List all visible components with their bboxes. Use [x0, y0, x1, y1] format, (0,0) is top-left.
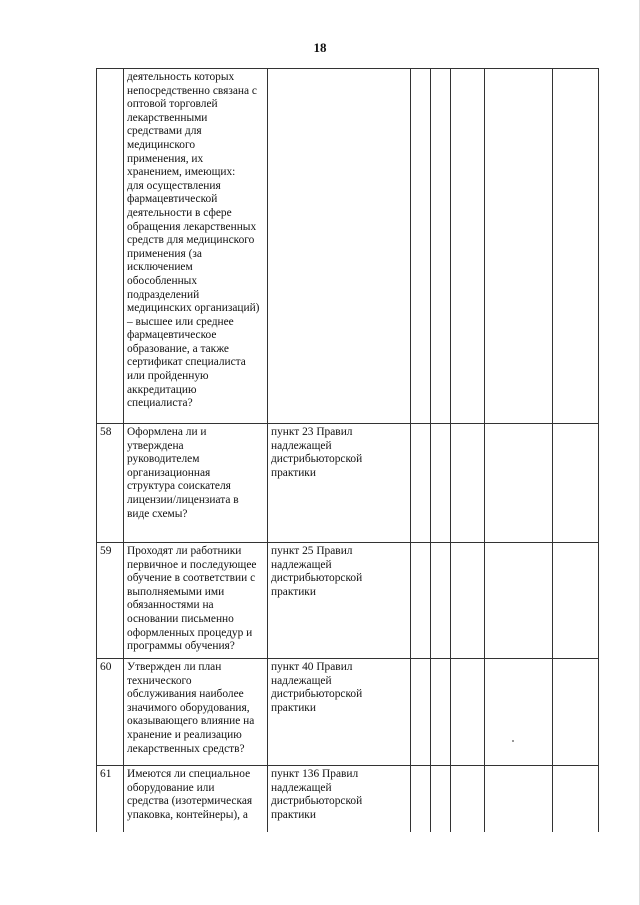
answer-na-cell	[451, 659, 485, 766]
answer-no-cell	[431, 69, 451, 424]
notes-cell	[485, 766, 553, 833]
reference-cell	[268, 659, 411, 766]
question-cell	[124, 543, 268, 659]
reference-text: пункт 23 Правил надлежащей дистрибьюторской практики	[271, 426, 363, 479]
row-number: 61	[97, 766, 124, 833]
notes-cell	[485, 659, 553, 766]
question-cell	[124, 424, 268, 543]
row-number: 58	[97, 424, 124, 543]
table-row	[97, 659, 599, 766]
table-row	[97, 766, 599, 833]
answer-yes-cell	[411, 659, 431, 766]
answer-na-cell	[451, 766, 485, 833]
question-text: деятельность которых непосредственно связана с оптовой торговлей лекарственными средствами для медицинского применения, их хранением, имеющих: для осуществления фармацевтической деятельности в сфере обращения лекарственных средств для медицинского применения (за исключением обособленных подразделений медицинских организаций) – высшее или среднее фармацевтическое образование, а также сертификат специалиста или пройденную аккредитацию специалиста?	[127, 71, 260, 410]
question-text: Проходят ли работники первичное и последующее обучение в соответствии с выполняемыми ими обязанностями на основании письменно оформленных процедур и программы обучения?	[127, 545, 257, 653]
answer-no-cell	[431, 424, 451, 543]
notes-cell	[485, 69, 553, 424]
extra-cell	[553, 543, 599, 659]
notes-cell	[485, 424, 553, 543]
reference-cell	[268, 766, 411, 833]
answer-yes-cell	[411, 766, 431, 833]
question-text: Утвержден ли план технического обслуживания наиболее значимого оборудования, оказывающего влияние на хранение и реализацию лекарственных средств?	[127, 661, 255, 755]
answer-yes-cell	[411, 543, 431, 659]
reference-text: пункт 136 Правил надлежащей дистрибьюторской практики	[271, 768, 363, 821]
answer-na-cell	[451, 543, 485, 659]
reference-cell	[268, 69, 411, 424]
question-text: Оформлена ли и утверждена руководителем организационная структура соискателя лицензии/лицензиата в виде схемы?	[127, 426, 239, 520]
row-number: 60	[97, 659, 124, 766]
extra-cell	[553, 69, 599, 424]
extra-cell	[553, 659, 599, 766]
table-row	[97, 424, 599, 543]
reference-text: пункт 25 Правил надлежащей дистрибьюторской практики	[271, 545, 363, 598]
question-text: Имеются ли специальное оборудование или средства (изотермическая упаковка, контейнеры), а	[127, 768, 253, 821]
answer-no-cell	[431, 766, 451, 833]
question-cell	[124, 659, 268, 766]
question-cell	[124, 766, 268, 833]
extra-cell	[553, 424, 599, 543]
answer-yes-cell	[411, 424, 431, 543]
notes-cell	[485, 543, 553, 659]
answer-no-cell	[431, 659, 451, 766]
table-row	[97, 543, 599, 659]
table-row	[97, 69, 599, 424]
question-cell	[124, 69, 268, 424]
answer-no-cell	[431, 543, 451, 659]
scan-speck	[512, 740, 514, 742]
answer-yes-cell	[411, 69, 431, 424]
answer-na-cell	[451, 69, 485, 424]
answer-na-cell	[451, 424, 485, 543]
extra-cell	[553, 766, 599, 833]
reference-cell	[268, 543, 411, 659]
row-number: 59	[97, 543, 124, 659]
reference-cell	[268, 424, 411, 543]
page-number: 18	[313, 40, 327, 55]
row-number	[97, 69, 124, 424]
checklist-table	[96, 68, 599, 832]
reference-text: пункт 40 Правил надлежащей дистрибьюторской практики	[271, 661, 363, 714]
